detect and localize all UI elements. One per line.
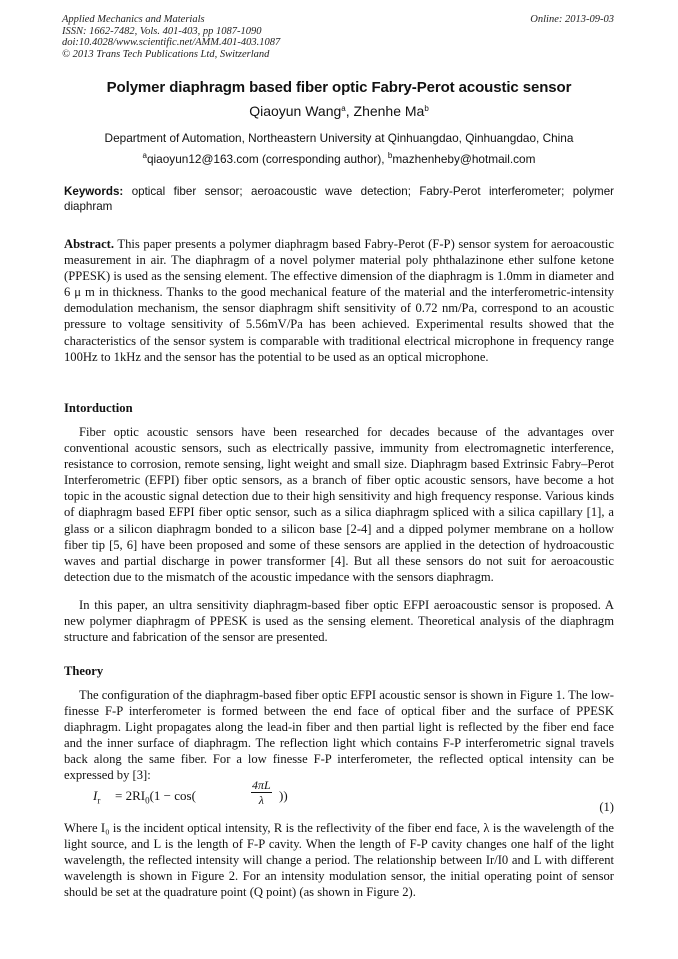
online-date: Online: 2013-09-03: [530, 14, 614, 25]
keywords-block: [64, 184, 614, 214]
email-b-sup: b: [387, 151, 393, 160]
email-line: [0, 152, 678, 166]
email-a[interactable]: qiaoyun12@163.com (corresponding author),: [147, 152, 388, 166]
author-2: Zhenhe Ma: [353, 103, 425, 119]
fraction-denominator: λ: [258, 793, 264, 807]
introduction-paragraph-2: In this paper, an ultra sensitivity diaphragm-based fiber optic EFPI aeroacoustic sensor is proposed. A new polymer diaphragm of PPESK is used as the sensing element. Theoretical analysis of the diaphragm structure and fabrication of the sensor are presented.: [64, 598, 614, 645]
abstract-label: Abstract.: [64, 237, 115, 251]
fraction-numerator: 4πL: [252, 778, 271, 792]
introduction-paragraph-1: Fiber optic acoustic sensors have been researched for decades because of the advantages over conventional acoustic sensors, such as electrically passive, immunity from electromagnetic interference, resistance to corrosion, remote sensing, light weight and small size. Diaphragm based Extrinsic Fabry–Perot Interferometric (EFPI) fiber optic sensors, as a branch of fiber optic acoustic sensors, have become a hot topic in the acoustic signal detection due to their high sensitivity and high frequency response. Various kinds of diaphragm based EFPI fiber optic sensor, such as a silica diaphragm spliced with a silica capillary [1], a glass or a silicon diaphragm bonded to a silicon base [2-4] and a dipped polymer membrane on a hollow fiber tip [5, 6] have been proposed and some of these sensors are applied in the detection of hydroacoustic waves and partial discharge in power transformer [4]. But all these sensors do not suit for aeroacoustic detection due to the mismatch of the acoustic impedance with the sensors diaphragm.: [64, 425, 614, 584]
keywords-label: Keywords:: [64, 185, 124, 198]
equation-rhs-end: )): [279, 788, 288, 803]
journal-header: [62, 14, 280, 60]
theory-paragraph-2: Where I₀ is the incident optical intensity, R is the reflectivity of the fiber end face, λ is the wavelength of the light source, and L is the length of F-P cavity. When the length of F-P cavity changes one half of the light wavelength, the reflected intensity will change a period. The relationship between Ir/I0 and L with different wavelength is shown in Figure 2. For an intensity modulation sensor, the initial operating point of sensor should be set at the quadrature point (Q point) (as shown in Figure 2).: [64, 821, 614, 900]
paper-title: Polymer diaphragm based fiber optic Fabry-Perot acoustic sensor: [106, 79, 572, 96]
equation-rhs-start: = $2RI_0(1 - \cos$(: [115, 788, 196, 806]
author-1-sup: a: [341, 104, 346, 113]
email-a-sup: a: [142, 151, 147, 160]
journal-name: Applied Mechanics and Materials: [62, 14, 205, 25]
author-2-sup: b: [424, 104, 429, 113]
issn-line: ISSN: 1662-7482, Vols. 401-403, pp 1087-1090: [62, 25, 262, 37]
equation-1: [93, 780, 614, 818]
equation-number: (1): [599, 800, 614, 814]
equation-fraction: [251, 778, 272, 807]
introduction-heading: Intorduction: [64, 401, 133, 415]
author-1: Qiaoyun Wang: [249, 103, 342, 119]
keywords-text: optical fiber sensor; aeroacoustic wave detection; Fabry-Perot interferometer; polymer diaphram: [64, 185, 614, 213]
author-separator: ,: [345, 103, 354, 119]
affiliation: Department of Automation, Northeastern University at Qinhuangdao, Qinhuangdao, China: [104, 131, 574, 145]
theory-heading: Theory: [64, 664, 104, 678]
copyright-line: © 2013 Trans Tech Publications Ltd, Switzerland: [62, 48, 270, 60]
doi-line[interactable]: doi:10.4028/www.scientific.net/AMM.401-403.1087: [62, 37, 281, 48]
abstract-paragraph: [64, 236, 614, 365]
email-b[interactable]: mazhenheby@hotmail.com: [392, 152, 536, 166]
theory-paragraph-1: The configuration of the diaphragm-based fiber optic EFPI acoustic sensor is shown in Figure 1. The low-finesse F-P interferometer is formed between the end face of optical fiber and the surface of PPESK diaphragm. Light propagates along the lead-in fiber and then partial light is reflected by the fiber end face and the inner surface of diaphragm. The reflection light which contains F-P interferometric signal travels back along the same fiber. For a low finesse F-P interferometer, the reflected optical intensity can be expressed by [3]:: [64, 688, 614, 783]
equation-lhs: $I_r$: [93, 788, 101, 806]
abstract-text: This paper presents a polymer diaphragm based Fabry-Perot (F-P) sensor system for aeroacoustic measurement in air. The diaphragm of a novel polymer material poly phthalazinone ether sulfone ketone (PPESK) is used as the sensing element. The effective dimension of the diaphragm is 1.0mm in diameter and 6 μ m in thickness. Thanks to the good mechanical feature of the material and the interferometric-intensity demodulation mechanism, the sensor diaphragm shift sensitivity of 0.72 nm/Pa, correspond to an acoustic pressure to voltage sensitivity of 5.56mV/Pa has been achieved. Experimental results showed that the characteristics of the sensor system is comparable with traditional electrical microphone in frequency range 100Hz to 1kHz and the sensor has the potential to be used as an optical microphone.: [64, 237, 614, 364]
author-line: [0, 103, 678, 119]
